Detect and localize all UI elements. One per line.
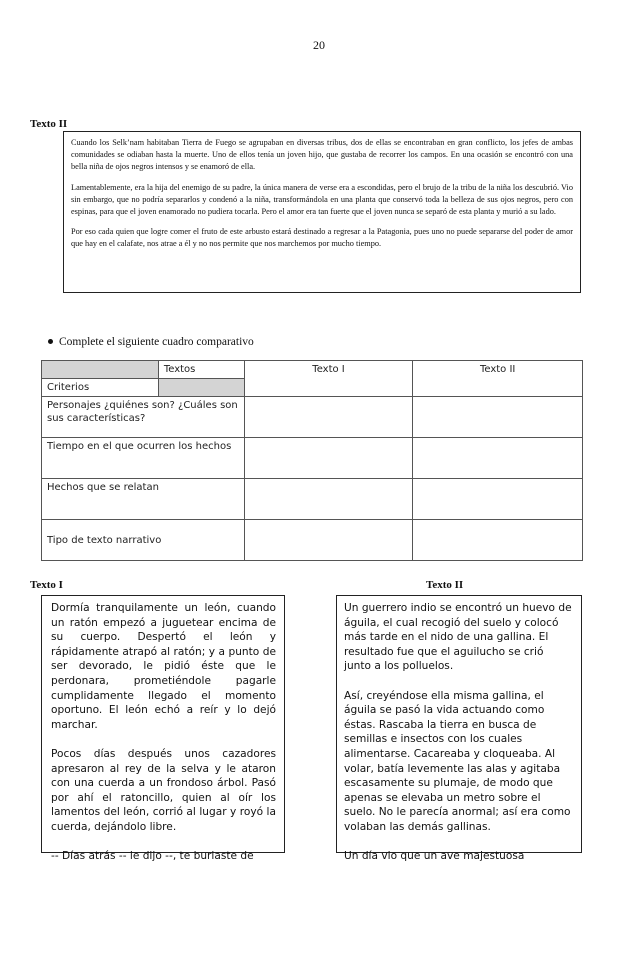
table-cell-input[interactable]	[413, 520, 583, 561]
table-header-texto1: Texto I	[244, 361, 413, 397]
texto2-heading: Texto II	[426, 579, 464, 591]
story-paragraph: Cuando los Selk’nam habitaban Tierra de Fuego se agrupaban en diversas tribus, dos de ellas se encontraban en gran conflicto, los jefes de ambas comunidades se odiaban hasta la muerte. Uno de ellos tenía un joven hijo, que gustaba de recorrer los campos. En una ocasión se encontró con una bella niña de ojos negros intensos y se enamoró de ella.	[71, 138, 573, 172]
story-paragraph: Por eso cada quien que logre comer el fruto de este arbusto estará destinado a regresar a la Patagonia, pues uno no puede separarse del poder de amor que hay en el calafate, nos atrae a él y no nos permite que nos marchemos por mucho tiempo.	[71, 227, 573, 249]
texto1-paragraph: Pocos días después unos cazadores apresaron al rey de la selva y le ataron con una cuerda a un frondoso árbol. Pasó por ahí el ratoncillo, quien al oír los lamentos del león, corrió al lugar y royó la cuerda, dejándolo libre.	[51, 747, 276, 833]
table-header-textos: Textos	[158, 361, 244, 379]
table-header-texto2: Texto II	[413, 361, 583, 397]
page-number: 20	[313, 38, 325, 52]
story-paragraph: Lamentablemente, era la hija del enemigo de su padre, la única manera de verse era a escondidas, pero el brujo de la tribu de la niña los descubrió. Vio sin embargo, que no podría separarlos y condenó a la niña, transformándola en una planta que conservó toda la belleza de sus ojos negros, pero con espinas, para que el joven enamorado no pudiera tocarla. Pero el amor era tan fuerte que el joven nunca se separó de esta planta y murió a su lado.	[71, 182, 573, 217]
texto2-paragraph: Un día vio que un ave majestuosa	[344, 850, 525, 863]
instruction	[48, 336, 254, 348]
texto1-box	[41, 595, 285, 863]
table-shaded-cell	[158, 379, 244, 397]
table-cell-input[interactable]	[413, 479, 583, 520]
table-row-label: Hechos que se relatan	[42, 479, 245, 520]
comparison-table	[41, 360, 583, 561]
table-cell-input[interactable]	[244, 520, 413, 561]
table-cell-input[interactable]	[413, 438, 583, 479]
instruction-text: Complete el siguiente cuadro comparativo	[59, 336, 254, 348]
table-row-label: Tiempo en el que ocurren los hechos	[42, 438, 245, 479]
texto1-heading: Texto I	[30, 579, 63, 591]
story-box	[63, 131, 581, 293]
texto2-paragraph: Un guerrero indio se encontró un huevo de águila, el cual recogió del suelo y colocó más tarde en el nido de una gallina. El resultado fue que el aguilucho se crió junto a los polluelos.	[344, 602, 572, 673]
table-corner-cell	[42, 361, 159, 379]
table-row-label: Personajes ¿quiénes son? ¿Cuáles son sus características?	[42, 397, 245, 438]
table-cell-input[interactable]	[413, 397, 583, 438]
table-row-label: Tipo de texto narrativo	[42, 520, 245, 561]
texto2-box	[336, 595, 582, 863]
table-cell-input[interactable]	[244, 397, 413, 438]
bullet-icon	[48, 339, 53, 344]
table-cell-input[interactable]	[244, 438, 413, 479]
story-heading: Texto II	[30, 118, 68, 130]
texto2-paragraph: Así, creyéndose ella misma gallina, el águila se pasó la vida actuando como éstas. Rascaba la tierra en busca de semillas e insectos con los cuales alimentarse. Cacareaba y cloqueaba. Al volar, batía levemente las alas y agitaba escasamente su plumaje, de modo que apenas se elevaba un metro sobre el suelo. No le parecía anormal; así era como volaban las demás gallinas.	[344, 689, 571, 833]
texto1-paragraph: -- Días atrás -- le dijo --, te burlaste de	[51, 850, 254, 863]
table-cell-input[interactable]	[244, 479, 413, 520]
texto1-paragraph: Dormía tranquilamente un león, cuando un ratón empezó a juguetear encima de su cuerpo. Despertó el león y rápidamente atrapó al ratón; y a punto de ser devorado, le pidió éste que le perdonara, prometiéndole pagarle cumplidamente llegado el momento oportuno. El león echó a reír y lo dejó marchar.	[51, 602, 276, 731]
table-header-criterios: Criterios	[42, 379, 159, 397]
